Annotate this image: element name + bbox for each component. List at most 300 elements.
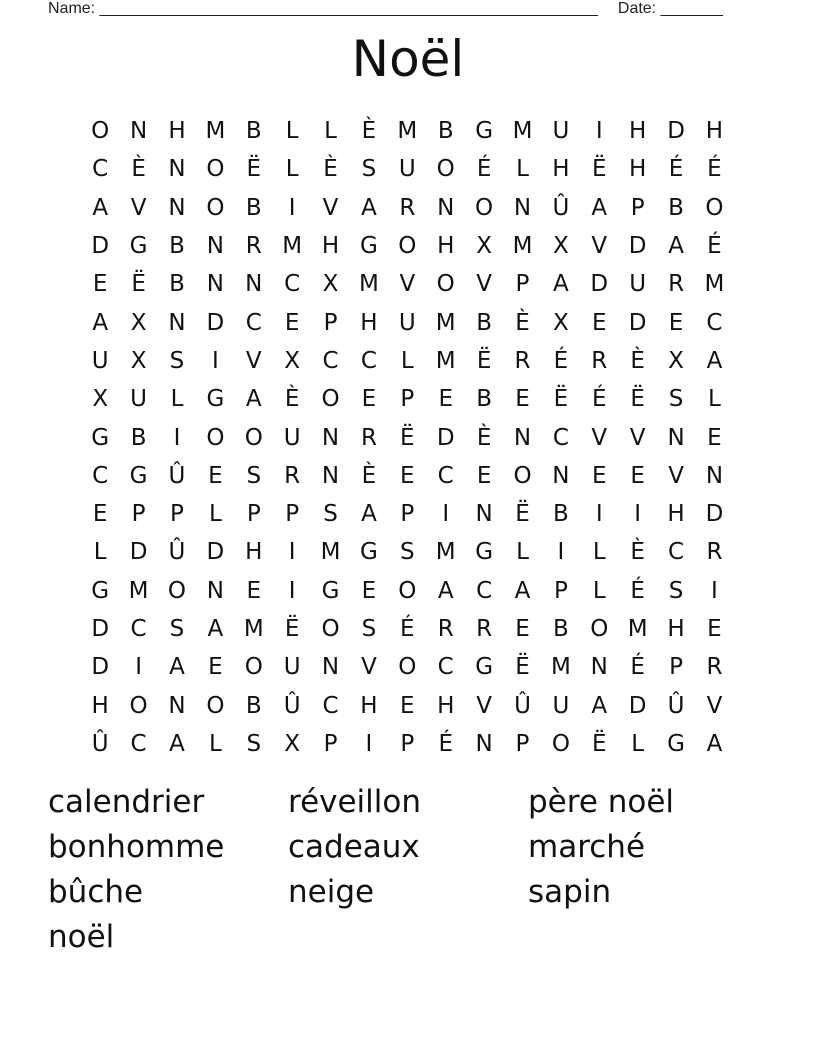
grid-letter: H [437,233,455,260]
grid-letter: R [437,616,454,642]
grid-letter: S [246,462,262,489]
grid-letter: Ë [515,654,530,681]
grid-letter: O [206,156,225,183]
grid-letter: Ë [476,347,492,374]
grid-letter: M [627,616,648,642]
grid-letter: E [592,309,607,336]
grid-letter: B [552,501,569,528]
grid-letter: R [245,233,262,260]
grid-letter: G [475,539,494,566]
grid-letter: É [707,156,722,183]
grid-row [81,572,734,610]
grid-letter: V [591,424,608,451]
grid-letter: R [706,539,723,566]
grid-letter: I [634,501,642,528]
word-list-item: sapin [528,874,612,910]
grid-letter: D [91,616,110,642]
grid-letter: H [245,539,263,566]
grid-letter: A [361,501,377,528]
grid-letter: È [515,309,530,336]
grid-letter: P [323,309,338,336]
grid-letter: X [92,386,109,413]
grid-letter: N [168,194,186,221]
grid-letter: A [169,654,185,681]
grid-letter: M [435,347,456,374]
grid-row [81,189,734,227]
grid-letter: E [515,386,530,413]
grid-letter: A [553,271,569,298]
grid-letter: E [361,577,377,604]
grid-letter: L [708,386,721,413]
grid-letter: E [400,462,415,489]
word-list-item: marché [528,829,646,865]
grid-letter: I [711,577,718,604]
grid-letter: O [705,194,724,221]
grid-letter: V [476,271,492,298]
grid-letter: R [514,347,531,374]
grid-letter: P [246,501,261,528]
grid-letter: B [668,194,684,221]
grid-letter: G [360,539,378,566]
grid-letter: È [630,539,645,566]
grid-letter: Ë [284,616,300,642]
grid-letter: H [91,692,109,719]
grid-letter: N [245,271,263,298]
grid-letter: È [361,118,377,145]
grid-letter: I [288,577,296,604]
grid-letter: B [476,309,492,336]
grid-letter: H [629,156,647,183]
grid-letter: C [130,616,147,642]
grid-letter: Û [667,692,685,719]
grid-letter: N [206,271,224,298]
grid-letter: U [552,692,570,719]
grid-letter: G [91,577,110,604]
grid-letter: Ë [592,156,607,183]
grid-letter: P [515,271,530,298]
grid-letter: N [513,424,532,451]
grid-letter: Û [514,692,531,719]
grid-letter: R [591,347,608,374]
grid-letter: E [92,271,108,298]
grid-letter: D [590,271,609,298]
word-list-item: père noël [528,784,675,820]
grid-letter: D [667,118,685,145]
grid-letter: L [400,347,414,374]
grid-letter: V [245,347,262,374]
grid-letter: P [170,501,184,528]
grid-letter: O [551,730,570,757]
grid-letter: S [668,577,684,604]
grid-letter: É [630,654,645,681]
grid-letter: E [246,577,262,604]
grid-row [81,495,734,533]
grid-letter: L [592,539,606,566]
grid-letter: C [322,692,339,719]
grid-letter: M [282,233,303,260]
grid-letter: D [206,309,225,336]
grid-letter: H [437,692,455,719]
grid-letter: R [360,424,377,451]
grid-letter: S [668,386,684,413]
page-title: Noël [351,30,465,88]
grid-letter: I [595,501,603,528]
grid-letter: Û [91,730,109,757]
grid-letter: C [476,577,493,604]
grid-letter: Ë [553,386,569,413]
grid-letter: A [706,347,723,374]
grid-letter: A [169,730,185,757]
grid-letter: O [513,462,532,489]
grid-letter: E [707,616,722,642]
grid-letter: P [630,194,645,221]
grid-letter: H [321,233,340,260]
grid-letter: É [438,730,453,757]
grid-letter: G [129,233,148,260]
grid-letter: C [322,347,339,374]
grid-letter: P [400,501,415,528]
grid-letter: L [592,577,606,604]
word-list-item: cadeaux [288,829,420,865]
grid-letter: N [206,233,224,260]
grid-letter: R [706,654,723,681]
grid-row [81,112,734,150]
grid-row [81,648,734,686]
grid-letter: D [91,654,110,681]
grid-letter: I [173,424,181,451]
grid-letter: N [437,194,455,221]
grid-row [81,265,734,303]
grid-letter: D [206,539,225,566]
word-list-item: calendrier [48,784,205,820]
grid-letter: B [245,118,262,145]
grid-row [81,686,734,724]
grid-letter: M [243,616,264,642]
grid-letter: S [169,616,185,642]
grid-letter: O [398,654,417,681]
grid-letter: U [398,156,416,183]
grid-letter: P [553,577,568,604]
grid-letter: X [476,233,492,260]
grid-letter: N [667,424,685,451]
grid-letter: P [400,386,415,413]
grid-letter: M [128,577,149,604]
grid-row [81,342,734,380]
grid-row [81,418,734,456]
grid-letter: B [476,386,492,413]
grid-letter: H [667,501,685,528]
grid-letter: O [475,194,494,221]
grid-letter: Û [168,539,186,566]
grid-letter: Ë [515,501,530,528]
grid-letter: Ë [592,730,607,757]
grid-letter: E [208,654,223,681]
grid-letter: É [476,156,492,183]
grid-letter: È [284,386,300,413]
grid-letter: S [323,501,338,528]
grid-letter: I [288,539,296,566]
grid-letter: X [284,730,301,757]
grid-letter: A [92,194,109,221]
grid-letter: N [513,194,532,221]
grid-letter: N [168,309,186,336]
grid-letter: O [167,577,187,604]
grid-letter: L [516,539,529,566]
grid-letter: M [205,118,226,145]
grid-letter: L [285,118,299,145]
grid-letter: Û [283,692,301,719]
grid-letter: P [400,730,415,757]
grid-letter: V [668,462,684,489]
grid-letter: E [707,424,722,451]
grid-letter: P [515,730,530,757]
grid-letter: B [169,271,185,298]
grid-letter: C [92,156,109,183]
grid-letter: C [92,462,109,489]
grid-letter: O [129,692,148,719]
grid-letter: V [130,194,147,221]
grid-letter: G [360,233,378,260]
grid-letter: H [360,309,378,336]
grid-row [81,380,734,418]
header-line [48,0,723,18]
grid-letter: R [399,194,416,221]
grid-letter: L [208,730,222,757]
grid-letter: A [591,692,608,719]
grid-letter: E [361,386,377,413]
grid-letter: G [475,118,494,145]
grid-letter: É [630,577,645,604]
word-list-item: noël [48,919,115,955]
grid-letter: É [707,233,722,260]
word-list-item: neige [288,874,375,910]
name-field-label: Name: ________________________________________________________ [48,0,598,17]
grid-letter: E [630,462,645,489]
grid-letter: P [131,501,146,528]
grid-letter: Ë [630,386,645,413]
grid-letter: I [365,730,373,757]
grid-letter: E [438,386,453,413]
grid-letter: D [628,692,647,719]
grid-letter: O [244,654,263,681]
grid-letter: N [705,462,724,489]
grid-letter: G [667,730,685,757]
grid-letter: O [244,424,263,451]
grid-letter: C [245,309,262,336]
grid-letter: G [91,424,110,451]
letter-grid [81,112,734,763]
grid-row [81,150,734,188]
grid-letter: U [398,309,416,336]
grid-letter: O [398,577,417,604]
grid-letter: L [170,386,184,413]
grid-letter: Ë [131,271,146,298]
grid-letter: I [288,194,296,221]
grid-letter: S [361,156,377,183]
grid-letter: È [361,462,377,489]
grid-letter: U [552,118,570,145]
grid-letter: M [359,271,379,298]
grid-letter: V [322,194,339,221]
grid-letter: G [129,462,148,489]
grid-letter: U [283,424,301,451]
grid-letter: È [630,347,645,374]
grid-letter: A [591,194,608,221]
grid-letter: E [515,616,530,642]
grid-letter: C [706,309,723,336]
grid-letter: M [320,539,341,566]
grid-letter: É [668,156,684,183]
grid-letter: É [553,347,569,374]
grid-letter: R [284,462,301,489]
grid-letter: P [669,654,683,681]
grid-letter: X [553,309,569,336]
grid-letter: C [437,462,454,489]
grid-letter: P [323,730,338,757]
grid-letter: N [475,501,493,528]
grid-letter: H [705,118,724,145]
grid-letter: B [245,194,262,221]
grid-row [81,303,734,341]
grid-letter: S [246,730,262,757]
grid-letter: B [169,233,185,260]
grid-letter: E [592,462,607,489]
grid-letter: H [360,692,378,719]
grid-letter: M [397,118,418,145]
grid-letter: N [206,577,224,604]
grid-letter: X [553,233,569,260]
grid-letter: R [476,616,493,642]
grid-letter: L [208,501,222,528]
grid-letter: V [361,654,377,681]
grid-letter: G [206,386,225,413]
grid-row [81,227,734,265]
grid-letter: È [476,424,492,451]
grid-letter: S [169,347,185,374]
grid-letter: C [668,539,685,566]
grid-letter: A [668,233,684,260]
grid-letter: X [130,309,147,336]
grid-letter: X [130,347,147,374]
grid-letter: N [321,424,340,451]
grid-letter: U [130,386,147,413]
grid-letter: E [208,462,223,489]
word-list-item: bonhomme [48,829,225,865]
grid-letter: A [361,194,377,221]
grid-letter: E [92,501,108,528]
grid-letter: A [706,730,723,757]
grid-letter: O [590,616,609,642]
grid-letter: M [550,654,571,681]
grid-letter: O [206,424,225,451]
grid-letter: A [245,386,262,413]
grid-letter: O [321,386,340,413]
grid-letter: N [168,692,186,719]
grid-letter: C [552,424,569,451]
grid-letter: V [476,692,492,719]
grid-row [81,610,734,648]
grid-letter: H [168,118,186,145]
grid-letter: N [321,462,340,489]
grid-letter: M [435,309,456,336]
grid-letter: O [398,233,417,260]
grid-letter: D [91,233,110,260]
grid-letter: L [93,539,107,566]
grid-letter: È [131,156,146,183]
grid-letter: H [629,118,647,145]
grid-letter: X [322,271,339,298]
grid-letter: E [284,309,300,336]
word-list [48,780,768,960]
grid-letter: N [168,156,186,183]
grid-letter: O [321,616,340,642]
grid-letter: N [321,654,340,681]
grid-letter: L [324,118,337,145]
date-field-label: Date: _______ [617,0,723,17]
grid-letter: U [283,654,301,681]
grid-letter: C [360,347,377,374]
grid-letter: P [285,501,300,528]
grid-letter: B [130,424,147,451]
grid-letter: M [512,233,533,260]
word-list-item: réveillon [288,784,422,820]
grid-letter: M [512,118,533,145]
grid-letter: O [91,118,110,145]
grid-letter: O [436,156,455,183]
grid-letter: L [285,156,299,183]
grid-letter: O [436,271,455,298]
grid-letter: Û [552,194,570,221]
grid-letter: E [476,462,492,489]
grid-row [81,457,734,495]
grid-letter: I [595,118,603,145]
grid-letter: C [437,654,454,681]
grid-letter: R [668,271,685,298]
grid-letter: N [129,118,148,145]
grid-letter: B [437,118,454,145]
grid-letter: D [129,539,148,566]
grid-letter: O [206,692,225,719]
grid-letter: É [592,386,607,413]
grid-letter: H [552,156,570,183]
grid-letter: C [130,730,147,757]
grid-letter: M [704,271,725,298]
grid-letter: C [284,271,301,298]
grid-letter: M [435,539,456,566]
grid-letter: G [321,577,340,604]
grid-letter: N [552,462,570,489]
grid-letter: L [516,156,529,183]
grid-letter: G [475,654,494,681]
grid-letter: D [705,501,724,528]
grid-letter: U [629,271,647,298]
grid-letter: O [206,194,225,221]
word-list-item: bûche [48,874,144,910]
grid-row [81,533,734,571]
grid-letter: V [591,233,608,260]
grid-letter: N [590,654,608,681]
grid-letter: E [400,692,415,719]
grid-letter: B [245,692,262,719]
grid-letter: V [399,271,416,298]
grid-letter: E [668,309,684,336]
grid-row [81,725,734,763]
grid-letter: S [361,616,377,642]
grid-letter: L [631,730,645,757]
grid-letter: S [400,539,415,566]
grid-letter: A [437,577,454,604]
grid-letter: I [442,501,450,528]
